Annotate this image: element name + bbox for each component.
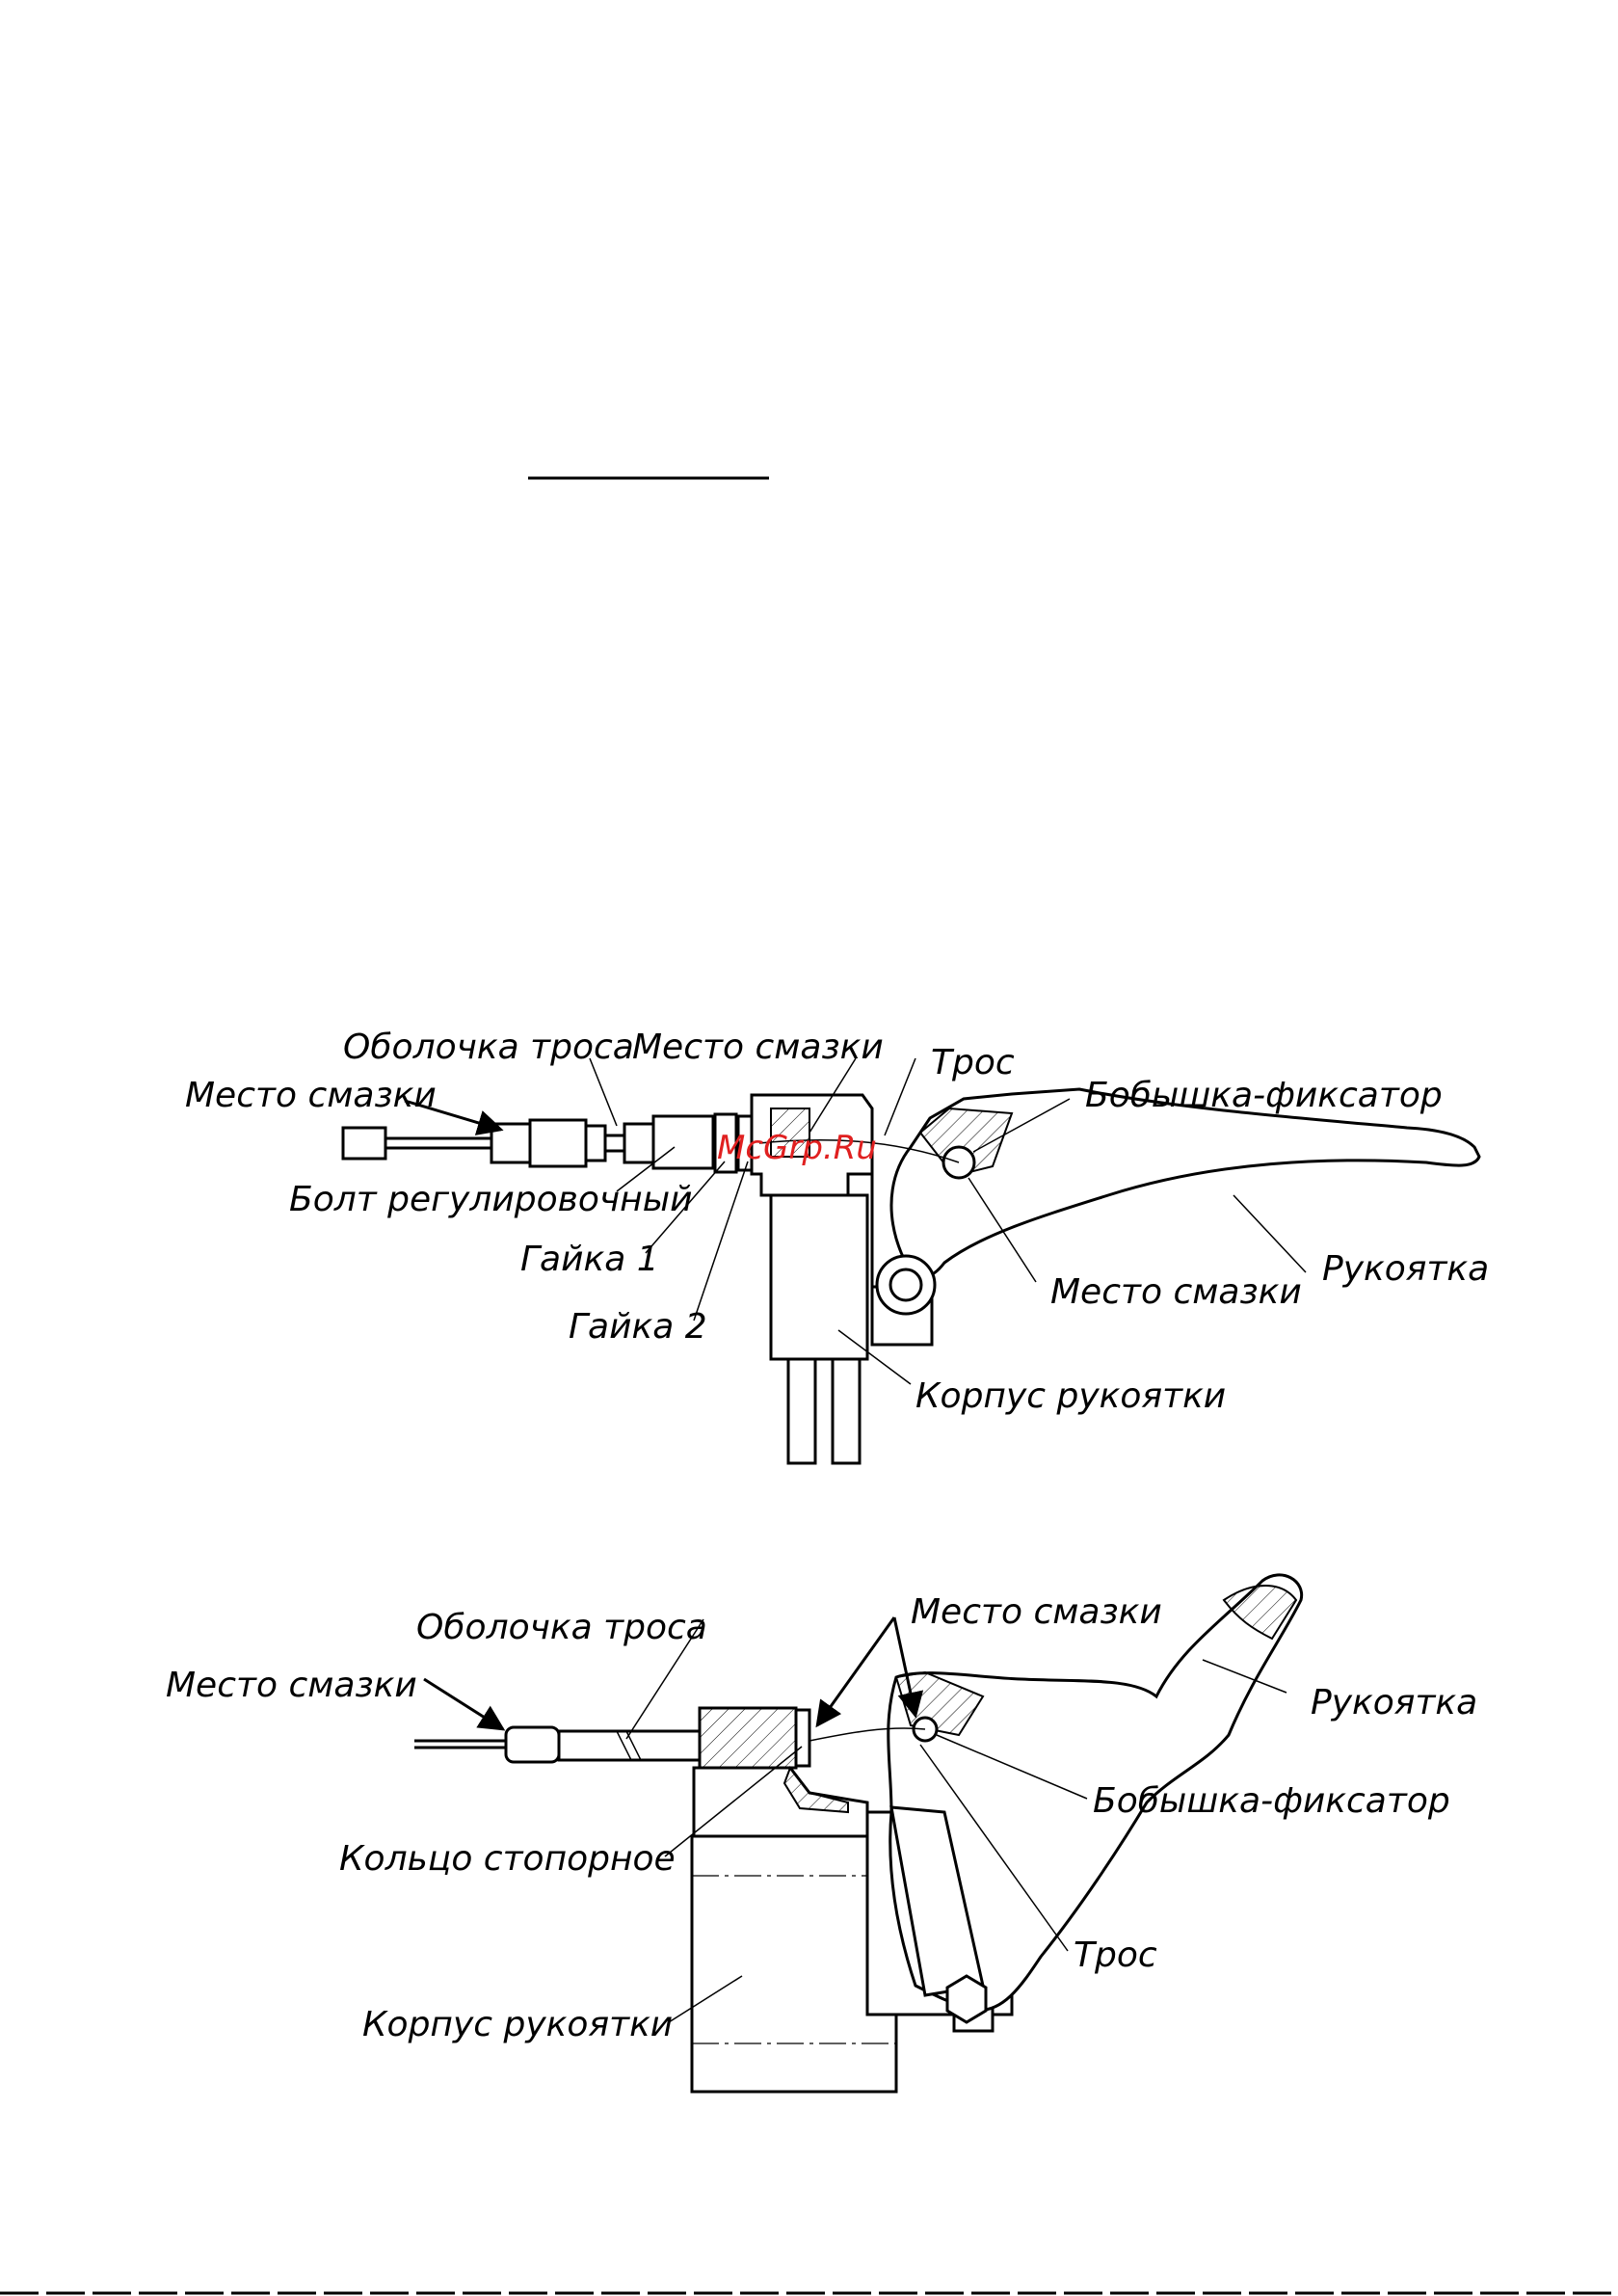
fig1-label-cable: Трос: [931, 1043, 1015, 1082]
watermark: McGrp.Ru: [717, 1129, 877, 1167]
handle-body: [771, 1195, 867, 1359]
fig1-label-adjust-bolt: Болт регулировочный: [289, 1180, 693, 1219]
fig1-label-boss-lock: Бобышка-фиксатор: [1085, 1076, 1443, 1115]
figure-1-drawing: [343, 1089, 1479, 1463]
retaining-ring: [796, 1710, 809, 1766]
fig2-label-lube-point-top: Место смазки: [911, 1592, 1162, 1632]
fig2-label-handle: Рукоятка: [1311, 1683, 1478, 1722]
fig2-label-retaining-ring: Кольцо стопорное: [339, 1839, 676, 1879]
fig1-label-lube-point-left: Место смазки: [185, 1076, 437, 1115]
fig1-label-handle-body: Корпус рукоятки: [915, 1376, 1227, 1416]
fig1-label-nut-2: Гайка 2: [569, 1307, 707, 1347]
fig2-label-cable: Трос: [1074, 1936, 1157, 1975]
fig1-label-handle: Рукоятка: [1322, 1249, 1490, 1289]
fig2-label-cable-sheath: Оболочка троса: [416, 1608, 707, 1647]
fig1-label-lube-point-right: Место смазки: [1050, 1272, 1302, 1312]
sheath-ferrule: [506, 1727, 559, 1762]
cable-end-fitting: [343, 1128, 385, 1159]
fig1-label-cable-sheath: Оболочка троса: [343, 1028, 634, 1067]
fig2-label-boss-lock: Бобышка-фиксатор: [1093, 1781, 1450, 1821]
pivot-nut: [947, 1976, 986, 2022]
fig1-label-lube-point-top: Место смазки: [632, 1028, 884, 1067]
fig2-label-lube-point-left: Место смазки: [166, 1666, 417, 1705]
adjuster: [700, 1708, 796, 1768]
mount-leg-right: [833, 1359, 860, 1463]
handle-body: [692, 1836, 896, 2092]
adjust-bolt: [624, 1124, 653, 1162]
fig1-label-nut-1: Гайка 1: [520, 1240, 659, 1279]
sheath-ferrule-2: [530, 1120, 586, 1166]
fig2-label-handle-body: Корпус рукоятки: [362, 2005, 674, 2044]
mount-leg-left: [788, 1359, 815, 1463]
